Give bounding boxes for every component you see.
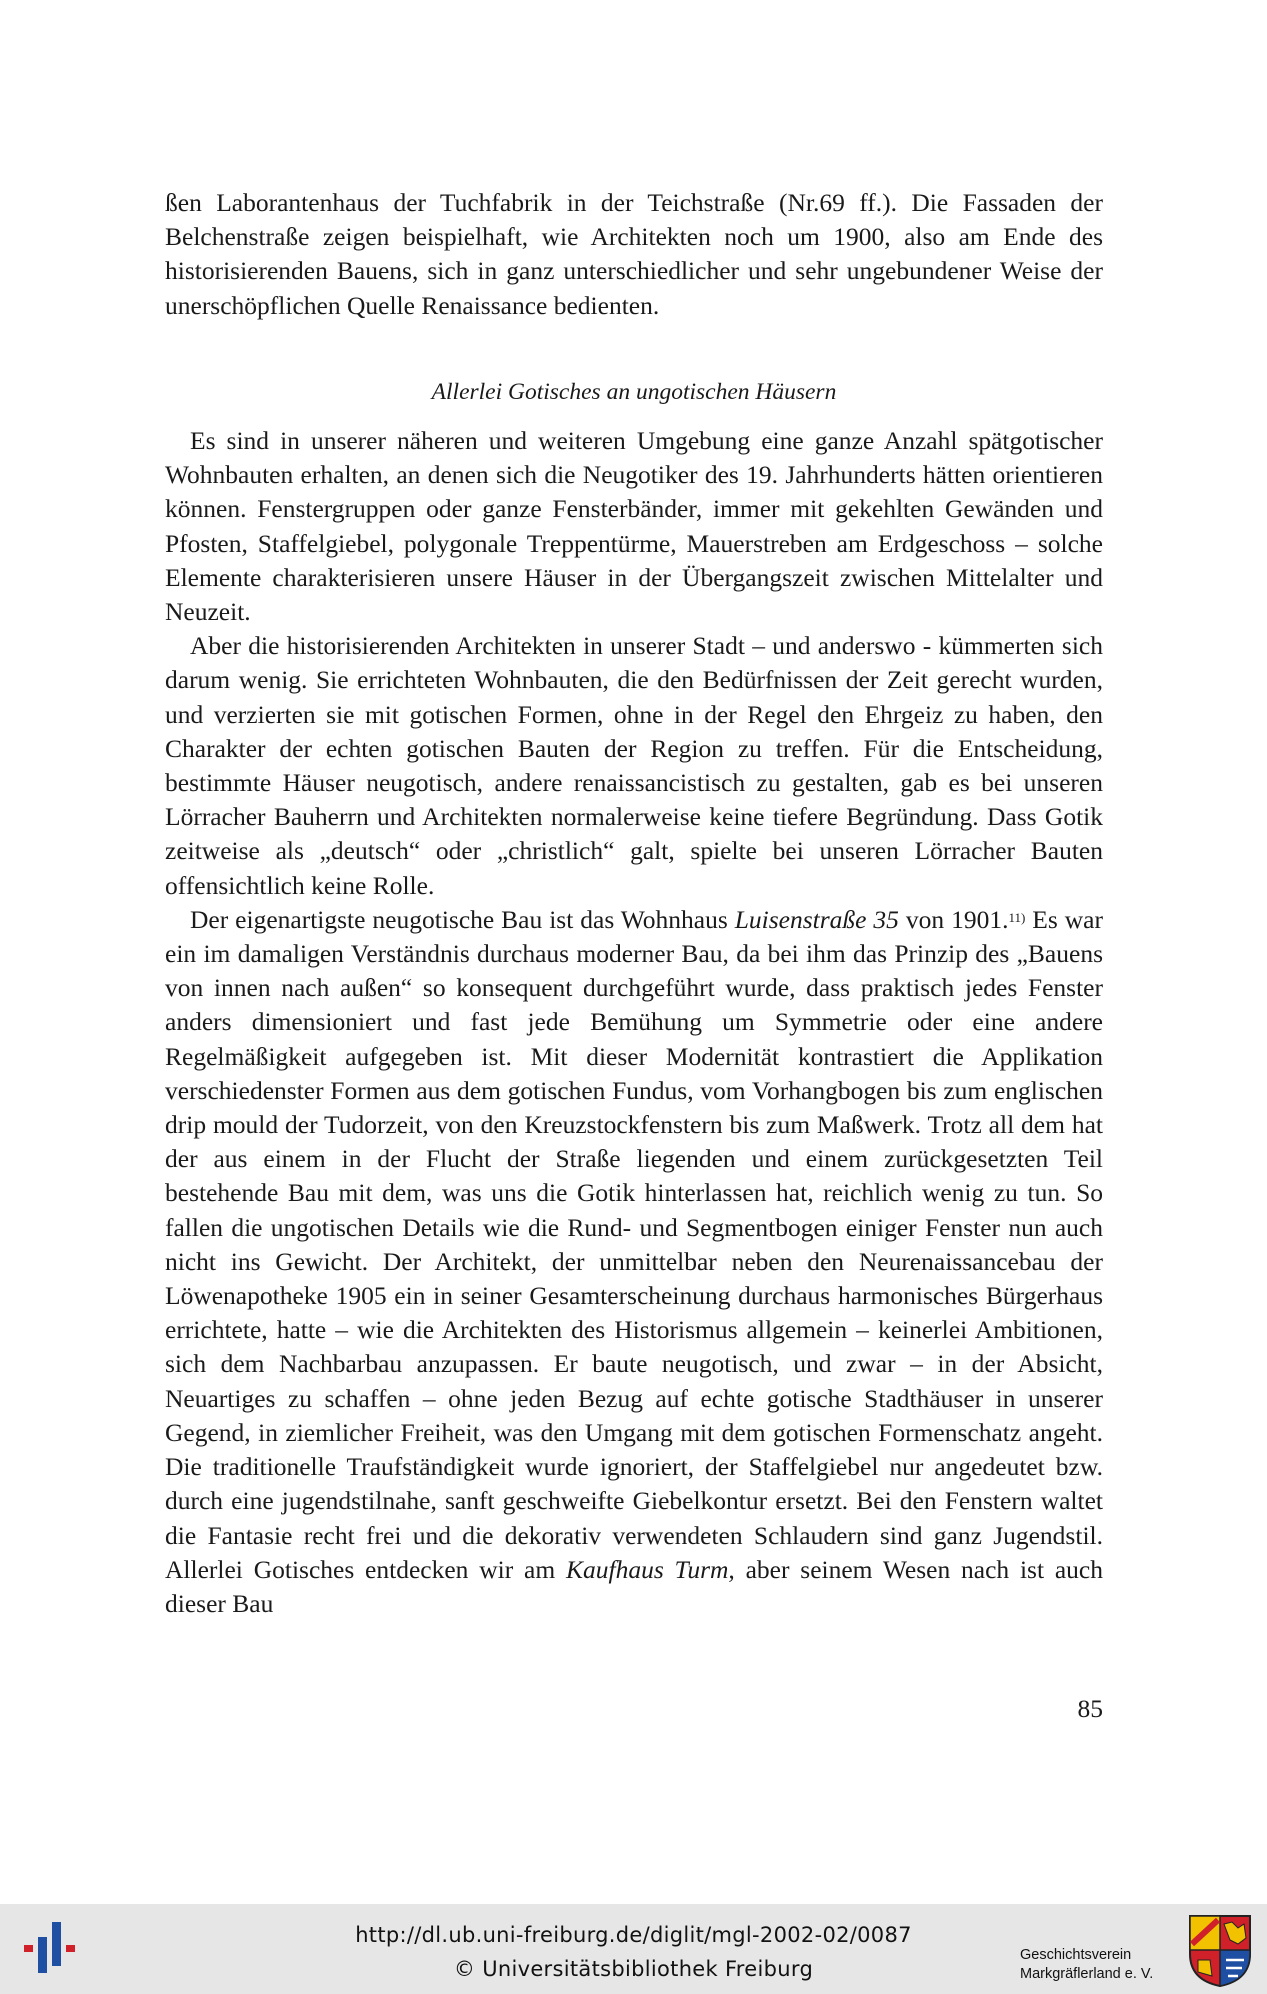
paragraph-3 — [165, 903, 1103, 1621]
footer-bar — [0, 1904, 1267, 1994]
paragraph-intro — [165, 186, 1103, 323]
section-heading: Allerlei Gotisches an ungotischen Häusern — [431, 379, 837, 405]
paragraph-2: Aber die historisierenden Architekten in unserer Stadt – und anderswo - kümmerten sich darum wenig. Sie errichteten Wohnbauten, die den Bedürfnissen der Zeit gerecht wurden, und verzierten sie mit gotischen Formen, ohne in der Regel den Ehrgeiz zu haben, den Charakter der echten gotischen Bauten der Region zu treffen. Für die Entscheidung, bestimmte Häuser neugotisch, andere renaissancistisch zu gestalten, gab es bei unseren Lörracher Bauherrn und Architekten normalerweise keine tiefere Begründung. Dass Gotik zeitweise als „deutsch“ oder „christlich“ galt, spielte bei unseren Lörracher Bauten offensichtlich keine Rolle. — [165, 631, 1103, 900]
document-url-link[interactable]: http://dl.ub.uni-freiburg.de/diglit/mgl-2002-02/0087 — [355, 1923, 912, 1947]
building-name-kaufhaus-turm: Kaufhaus Turm, — [565, 1554, 735, 1584]
coat-of-arms-icon — [1188, 1914, 1252, 1988]
paragraph-3-text-d: aber seinem Wesen nach ist auch dieser Bau — [165, 1554, 1103, 1618]
paragraph-3-text-b: von 1901. — [898, 904, 1009, 934]
paragraph-text: ßen Laborantenhaus der Tuchfabrik in der Teichstraße (Nr.69 ff.). Die Fassaden der Belchenstraße zeigen beispielhaft, wie Architekten noch um 1900, also am Ende des historisierenden Bauens, sich in ganz unterschiedlicher und sehr ungebundener Weise der unerschöpflichen Quelle Renaissance bedienten. — [165, 188, 1103, 320]
footnote-marker[interactable]: 11) — [1008, 909, 1026, 925]
page-number: 85 — [1077, 1694, 1103, 1723]
association-line-1: Geschichtsverein — [1020, 1947, 1132, 1963]
section-body — [165, 424, 1103, 1621]
paragraph-3-text-c: Es war ein im damaligen Verständnis durchaus moderner Bau, da bei ihm das Prinzip des „Bauens von innen nach außen“ so konsequent durchgeführt wurde, dass praktisch jedes Fenster anders dimensioniert und fast jede Bemühung um Symmetrie oder eine andere Regelmäßigkeit aufgegeben ist. Mit dieser Modernität kontrastiert die Applikation verschiedenster Formen aus dem gotischen Fundus, vom Vorhangbogen bis zum englischen drip mould der Tudorzeit, von den Kreuzstockfenstern bis zum Maßwerk. Trotz all dem hat der aus einem in der Flucht der Straße liegenden und einem zurückgesetzten Teil bestehende Bau mit dem, was uns die Gotik hinterlassen hat, reichlich wenig zu tun. So fallen die ungotischen Details wie die Rund- und Segmentbogen einiger Fenster nun auch nicht ins Gewicht. Der Architekt, der unmittelbar neben den Neurenaissancebau der Löwenapotheke 1905 ein in seiner Gesamterscheinung durchaus harmonisches Bürgerhaus errichtete, hatte – wie die Architekten des Historismus allgemein – keinerlei Ambitionen, sich dem Nachbarbau anzupassen. Er baute neugotisch, und zwar – in der Absicht, Neuartiges zu schaffen – ohne jeden Bezug auf echte gotische Stadthäuser in unserer Gegend, in ziemlicher Freiheit, was den Umgang mit dem gotischen Formenschatz angeht. Die traditionelle Traufständigkeit wurde ignoriert, der Staffelgiebel nur angedeutet bzw. durch eine jugendstilnahe, sanft geschweifte Giebelkontur ersetzt. Bei den Fenstern waltet die Fantasie recht frei und die dekorativ verwendeten Schlaudern sind ganz Jugendstil. Allerlei Gotisches entdecken wir am — [165, 904, 1103, 1584]
paragraph-1: Es sind in unserer näheren und weiteren Umgebung eine ganze Anzahl spätgotischer Wohnbauten erhalten, an denen sich die Neugotiker des 19. Jahrhunderts hätten orientieren können. Fenstergruppen oder ganze Fensterbänder, immer mit gekehlten Gewänden und Pfosten, Staffelgiebel, polygonale Treppentürme, Mauerstreben am Erdgeschoss – solche Elemente charakterisieren unsere Häuser in der Übergangszeit zwischen Mittelalter und Neuzeit. — [165, 426, 1103, 627]
association-name — [1020, 1946, 1190, 1984]
association-line-2: Markgräflerland e. V. — [1020, 1966, 1154, 1982]
paragraph-3-text-a: Der eigenartigste neugotische Bau ist das Wohnhaus — [190, 904, 735, 934]
copyright-text: © Universitätsbibliothek Freiburg — [453, 1957, 814, 1981]
street-name-luisenstrasse: Luisenstraße 35 — [734, 904, 899, 934]
